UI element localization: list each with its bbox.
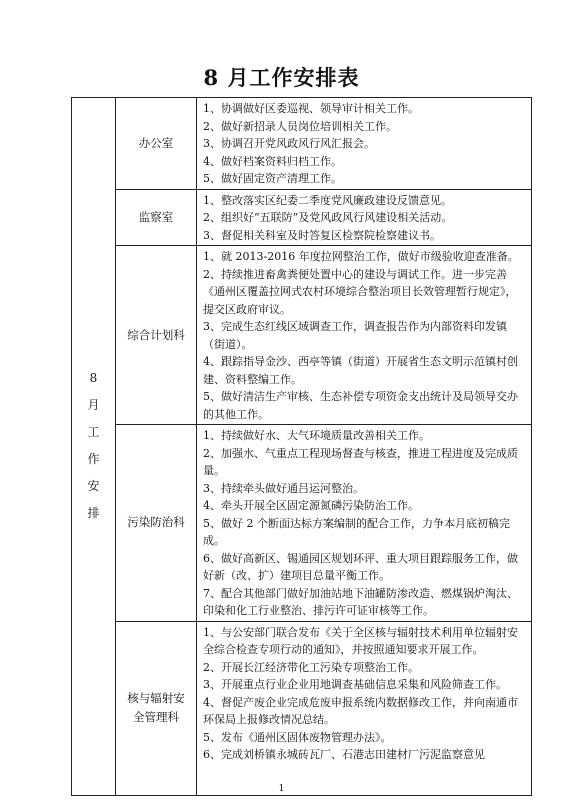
- department-cell: [116, 621, 197, 795]
- task-item: 3、持续牵头做好通吕运河整治。: [203, 481, 364, 495]
- task-item: 3、开展重点行业企业用地调查基础信息采集和风险筛查工作。: [203, 678, 507, 691]
- task-item: 5、发布《通州区固体废物管理办法》。: [203, 730, 392, 744]
- department-cell: [116, 246, 197, 425]
- task-item: 1、与公安部门联合发布《关于全区核与辐射技术利用单位辐射安全综合检查专项行动的通知》，并按照通知要求开展工作。: [203, 625, 518, 656]
- task-item: 2、持续推进畜禽粪便处置中心的建设与调试工作。进一步完善《通州区覆盖拉网式农村环境综合整治项目长效管理暂行规定》，提交区政府审议。: [203, 267, 517, 316]
- task-item: 3、督促相关科室及时答复区检察院检察建议书。: [203, 228, 441, 242]
- department-cell: [116, 189, 197, 246]
- month-label-char: 作: [87, 452, 100, 467]
- task-list-cell: [197, 246, 532, 425]
- task-item: 7、配合其他部门做好加油站地下油罐防渗改造、燃煤锅炉淘汰、印染和化工行业整治、排污许可证审核等工作。: [203, 586, 518, 617]
- department-name: 污染防治科: [127, 515, 185, 530]
- department-name: 监察室: [138, 209, 174, 224]
- task-item: 2、做好新招录人员岗位培训相关工作。: [203, 119, 397, 133]
- department-name: 核与辐射安全管理科: [127, 691, 185, 724]
- task-item: 5、做好清洁生产审核、生态补偿专项资金支出统计及局领导交办的其他工作。: [203, 390, 518, 421]
- department-name: 办公室: [138, 135, 174, 150]
- task-item: 4、跟踪指导金沙、西亭等镇（街道）开展省生态文明示范镇村创建、资料整编工作。: [203, 355, 518, 386]
- task-item: 3、协调召开党风政风行风汇报会。: [203, 137, 375, 150]
- month-label-char: 安: [87, 479, 100, 494]
- department-cell: [116, 98, 197, 190]
- task-list-cell: [197, 98, 532, 190]
- month-label-char: 工: [87, 425, 100, 440]
- task-item: 4、督促产废企业完成危废申报系统内数据修改工作，并向南通市环保局上报修改情况总结。: [203, 695, 518, 726]
- task-item: 2、开展长江经济带化工污染专项整治工作。: [203, 660, 419, 674]
- table-row: [72, 98, 532, 190]
- task-item: 3、完成生态红线区域调查工作，调查报告作为内部资料印发镇（街道）。: [203, 320, 507, 351]
- task-item: 2、加强水、气重点工程现场督查与核查，推进工程进度及完成质量。: [203, 446, 518, 477]
- task-item: 1、整改落实区纪委二季度党风廉政建设反馈意见。: [203, 193, 452, 207]
- page-title: 8 月工作安排表: [203, 65, 360, 90]
- page-number: 1: [278, 784, 285, 794]
- task-list-cell: [197, 425, 532, 622]
- task-item: 1、协调做好区委巡视、领导审计相关工作。: [203, 102, 419, 115]
- task-item: 5、做好固定资产清理工作。: [203, 172, 342, 185]
- task-item: 5、做好 2 个断面达标方案编制的配合工作，力争本月底初稿完成。: [203, 516, 510, 547]
- work-plan-table: [71, 97, 532, 796]
- month-label-char: 排: [87, 506, 100, 521]
- table-row: [72, 246, 532, 425]
- task-item: 2、组织好“五联防”及党风政风行风建设相关活动。: [203, 211, 453, 224]
- task-item: 1、持续做好水、大气环境质量改善相关工作。: [203, 429, 430, 442]
- department-name: 综合计划科: [127, 327, 185, 342]
- month-label-char: 8: [89, 371, 98, 386]
- task-item: 4、牵头开展全区固定源氮磷污染防治工作。: [203, 499, 419, 512]
- task-item: 4、做好档案资料归档工作。: [203, 154, 342, 168]
- table-row: [72, 189, 532, 246]
- month-label: [72, 365, 115, 527]
- department-cell: [116, 425, 197, 622]
- task-list-cell: [197, 189, 532, 246]
- month-label-char: 月: [87, 398, 100, 413]
- task-list-cell: [197, 621, 532, 795]
- task-item: 1、就 2013-2016 年度拉网整治工作，做好市级验收迎查准备。: [203, 250, 519, 263]
- task-item: 6、做好高新区、锡通园区规划环评、重大项目跟踪服务工作，做好新（改、扩）建项目总量平衡工作。: [203, 551, 518, 582]
- task-item: 6、完成刘桥镇永城砖瓦厂、石港志田建材厂污泥监察意见: [203, 748, 485, 761]
- month-cell: [72, 98, 116, 796]
- table-row: [72, 621, 532, 795]
- table-row: [72, 425, 532, 622]
